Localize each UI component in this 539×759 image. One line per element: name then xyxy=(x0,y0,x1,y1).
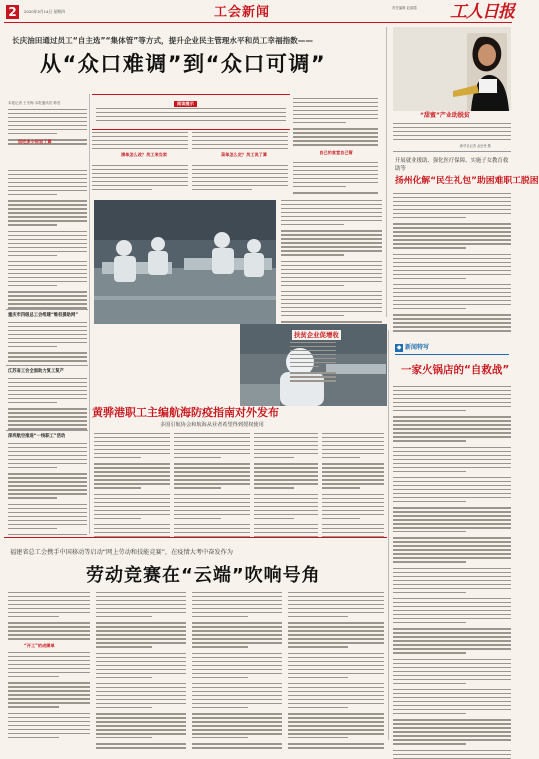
feature-badge-icon: ◆ xyxy=(396,344,402,351)
port-headline: 黄骅港职工主编航海防疫指南对外发布 xyxy=(92,406,279,419)
port-text-col4 xyxy=(322,433,384,533)
issue-date: 2020年5月14日 星期四 xyxy=(24,9,65,14)
lead-col3-text-2 xyxy=(192,165,288,195)
news-feature-badge xyxy=(395,344,429,352)
lead-headline: 从“众口难调”到“众口可调” xyxy=(40,52,327,76)
brief-text-1 xyxy=(8,322,87,364)
brief-rule-2 xyxy=(6,365,88,366)
brief-text-3 xyxy=(8,443,87,533)
reading-tip-tag: 阅读提示 xyxy=(174,101,197,107)
factory-title: 扶贫企业促增收 xyxy=(294,331,339,339)
brief-rule-3 xyxy=(6,430,88,431)
portrait-caption xyxy=(393,123,511,143)
lead-col3-text xyxy=(192,132,288,154)
factory-photo xyxy=(94,200,276,324)
portrait-photo xyxy=(393,27,511,111)
bottom-text-col2 xyxy=(96,592,186,740)
lead-kicker: 长庆油田通过员工“自主选”“集体管”等方式，提升企业民主管理水平和员工幸福指数—— xyxy=(12,36,313,45)
bottom-kicker: 福建省总工会携手中国移动等启动“网上劳动和技能竞赛”，在疫情大考中奋发作为 xyxy=(10,549,233,556)
lead-col1-text-2 xyxy=(8,170,87,302)
brief-title-3: 深圳航空推进“一线职工”活动 xyxy=(8,434,66,439)
factory-caption xyxy=(290,342,336,384)
page-number: 2 xyxy=(6,5,19,19)
fire-text xyxy=(393,386,511,736)
lead-byline: 本报记者 王冬梅 本报通讯员 韩莹 xyxy=(8,101,61,105)
right-divider-1 xyxy=(393,151,511,152)
bottom-text-col3 xyxy=(192,592,282,740)
right-divider-2 xyxy=(393,330,511,331)
port-text-col1 xyxy=(94,433,170,533)
bottom-subhead: “开工”的成绩单 xyxy=(24,643,55,648)
bottom-rule xyxy=(4,537,387,538)
lead-subhead-1: 饭吃多少你说了算 xyxy=(18,139,52,144)
masthead-rule xyxy=(4,22,512,23)
right-story-kicker: 开展就业援助、强化医疗保障、实施子女教育救助等 xyxy=(395,158,509,172)
bottom-headline: 劳动竞赛在“云端”吹响号角 xyxy=(86,565,321,586)
port-text-col2 xyxy=(174,433,250,533)
port-text-col3 xyxy=(254,433,318,533)
feature-badge-rule xyxy=(395,354,509,355)
portrait-title: “甜蜜”产业助脱贫 xyxy=(420,112,470,119)
bottom-text-col1b xyxy=(8,652,90,740)
left-col-divider xyxy=(89,94,90,534)
paper-logo: 工人日报 xyxy=(450,2,514,22)
lead-col2-text-2 xyxy=(92,165,188,195)
lead-col5-text xyxy=(281,200,382,316)
lead-col2-text xyxy=(92,132,188,152)
lead-subhead-2: 清单怎么改？员工来当家 xyxy=(120,152,168,157)
lead-col4-text-2 xyxy=(293,162,378,196)
feature-badge-label: 新闻特写 xyxy=(405,344,430,351)
bottom-text-col4 xyxy=(288,592,384,740)
fire-headline: 一家火锅店的“自救战” xyxy=(401,364,510,376)
editor-credit: 责任编辑 赵丽霞 xyxy=(392,6,417,10)
port-subhead: 多国引航协会和航海从业者希望得到授权使用 xyxy=(160,422,264,428)
factory-illustration xyxy=(94,200,276,324)
portrait-illustration xyxy=(393,27,511,111)
lead-col4-text xyxy=(293,98,378,148)
bottom-text-col1 xyxy=(8,592,90,640)
lead-subhead-3: 菜单怎么定？员工说了算 xyxy=(220,152,268,157)
section-title: 工会新闻 xyxy=(214,5,271,20)
right-story-headline: 扬州化解“民生礼包”助困难职工脱困 xyxy=(395,176,539,186)
right-story-text-col1 xyxy=(393,193,511,325)
portrait-credit: 新华社记者 金良快 摄 xyxy=(460,144,491,148)
lead-subhead-4: 自己的食堂自己管 xyxy=(319,150,353,155)
right-col-divider xyxy=(386,27,387,317)
brief-text-2 xyxy=(8,378,87,430)
fire-col-divider xyxy=(388,330,389,740)
brief-title-2: 江苏省工会全面助力复工复产 xyxy=(8,369,64,374)
brief-title-1: 重庆市四级总工会组建“维权援助网” xyxy=(8,313,79,318)
brief-rule-1 xyxy=(6,309,88,310)
reading-tip-text xyxy=(96,108,286,126)
